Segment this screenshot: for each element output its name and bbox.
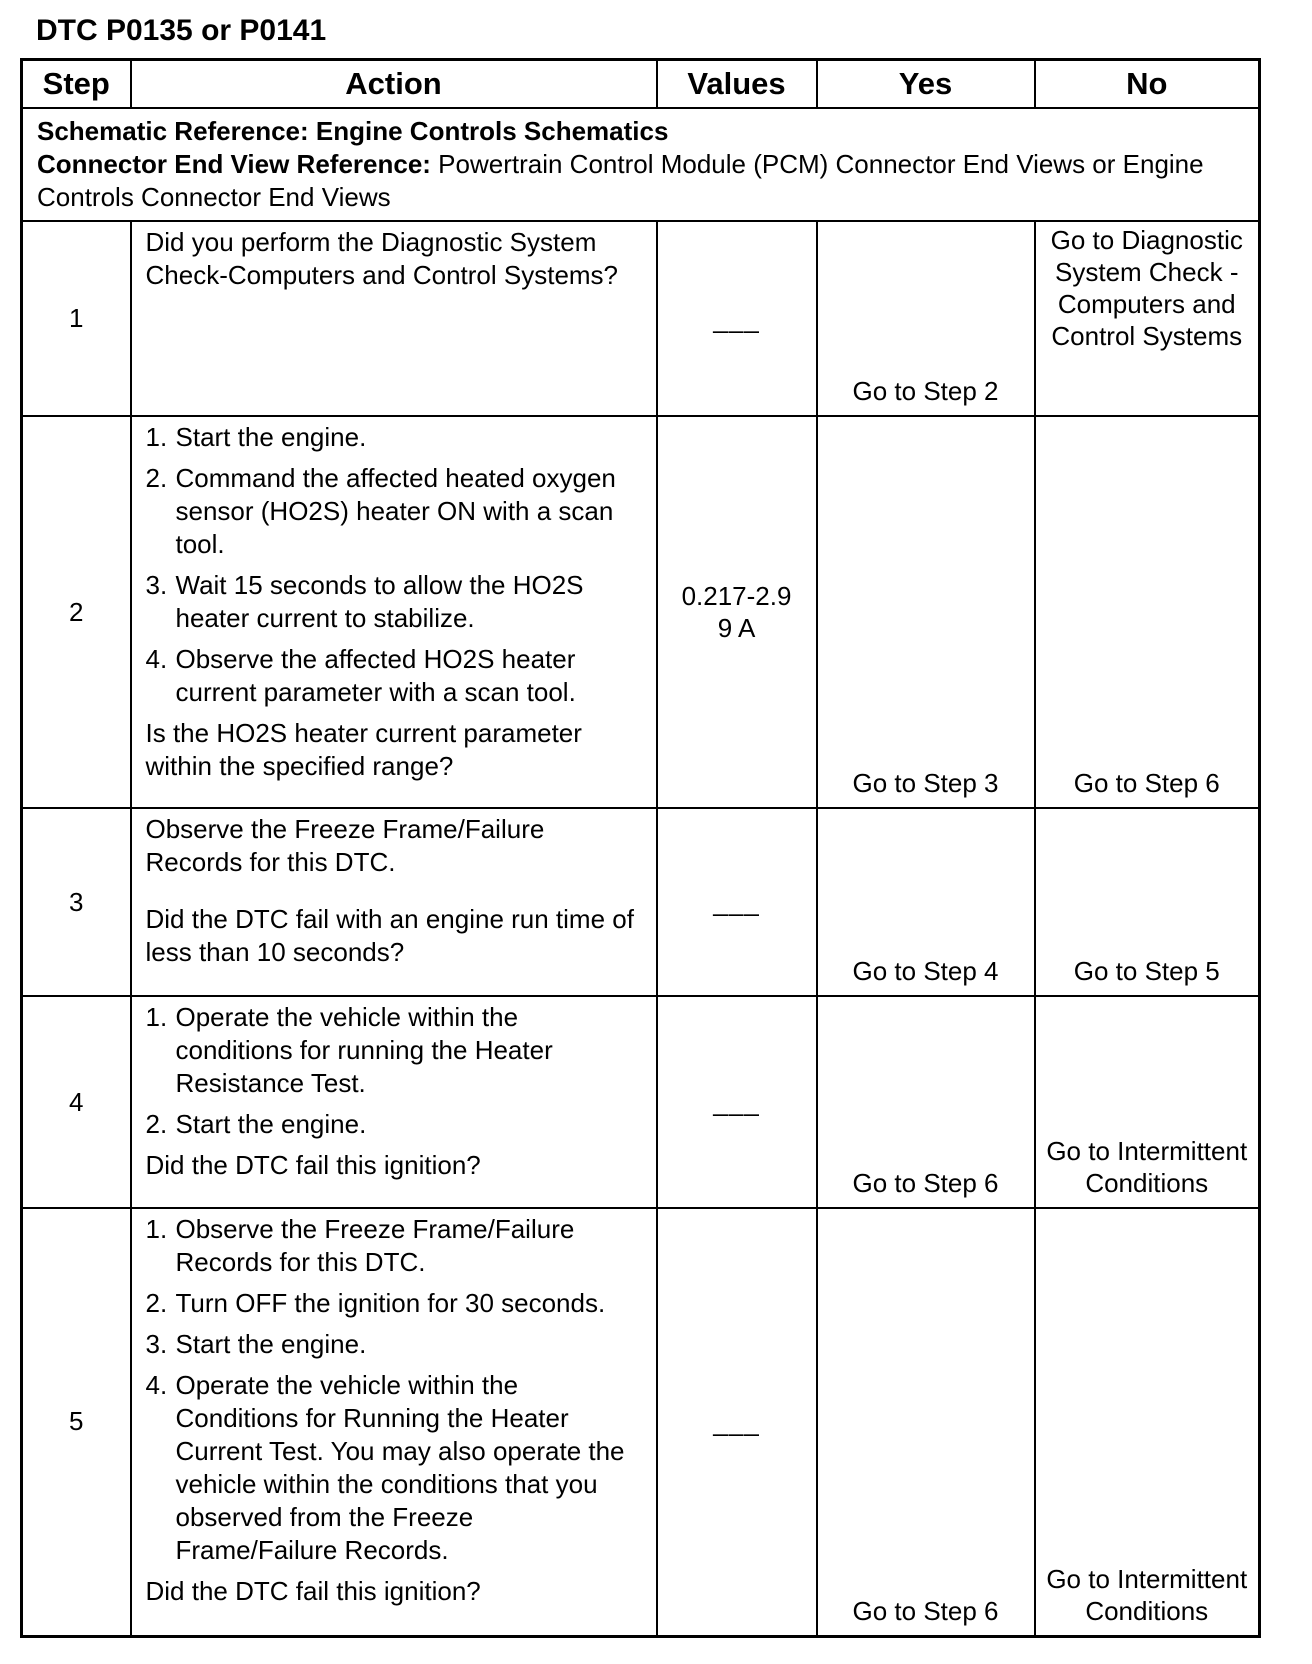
values-cell [657,808,817,996]
no-cell: Go to Intermittent Conditions [1035,1208,1260,1636]
values-cell [657,221,817,416]
list-item: 3. Start the engine. [145,1329,367,1359]
action-list [146,421,642,709]
step-number: 5 [22,1208,131,1636]
action-question: Did the DTC fail this ignition? [145,1576,481,1606]
yes-cell: Go to Step 3 [817,416,1035,808]
no-cell: Go to Step 5 [1035,808,1260,996]
action-cell [131,1208,657,1636]
action-question: Is the HO2S heater current parameter within the specified range? [145,718,582,781]
step-number: 3 [22,808,131,996]
no-cell: Go to Intermittent Conditions [1035,996,1260,1208]
values-cell [657,416,817,808]
connector-reference-label: Connector End View Reference: [37,149,431,179]
list-item: 2. Turn OFF the ignition for 30 seconds. [145,1288,606,1318]
yes-cell: Go to Step 6 [817,1208,1035,1636]
values-cell [657,1208,817,1636]
list-item: 2. Start the engine. [145,1109,367,1139]
header-action: Action [131,60,657,109]
action-question: Did the DTC fail with an engine run time of less than 10 seconds? [145,904,634,967]
list-item: 1. Operate the vehicle within the conditions for running the Heater Resistance Test. [145,1002,553,1098]
values-text: ___ [713,887,760,917]
action-list [146,1213,642,1567]
step-number: 4 [22,996,131,1208]
values-text: ___ [713,303,760,334]
reference-cell [22,108,1260,221]
step-number: 2 [22,416,131,808]
action-cell [131,808,657,996]
yes-cell: Go to Step 2 [817,221,1035,416]
action-cell [131,221,657,416]
page-title: DTC P0135 or P0141 [36,14,327,47]
action-text: Observe the Freeze Frame/Failure Records for this DTC. [145,814,545,877]
no-cell: Go to Diagnostic System Check - Computers and Control Systems [1035,221,1260,416]
no-cell: Go to Step 6 [1035,416,1260,808]
table-row [22,996,1260,1208]
list-item: 4. Observe the affected HO2S heater current parameter with a scan tool. [145,644,576,707]
list-item: 4. Operate the vehicle within the Conditions for Running the Heater Current Test. You may also operate the vehicle within the conditions that you observed from the Freeze Frame/Failure Records. [145,1370,625,1565]
header-row [22,60,1260,109]
step-number: 1 [22,221,131,416]
yes-cell: Go to Step 4 [817,808,1035,996]
action-cell [131,996,657,1208]
table-row [22,221,1260,416]
diagnostic-table [20,58,1261,1638]
list-item: 2. Command the affected heated oxygen sensor (HO2S) heater ON with a scan tool. [145,463,616,559]
table-row [22,416,1260,808]
action-list [146,1001,642,1141]
yes-cell: Go to Step 6 [817,996,1035,1208]
values-text: ___ [713,1087,760,1117]
action-question: Did the DTC fail this ignition? [145,1150,481,1180]
header-step: Step [22,60,131,109]
list-item: 3. Wait 15 seconds to allow the HO2S heater current to stabilize. [145,570,584,633]
values-text: ___ [713,1406,760,1437]
action-text: Did you perform the Diagnostic System Check-Computers and Control Systems? [145,227,619,290]
connector-reference-text: Powertrain Control Module (PCM) Connector End Views or Engine Controls Connector End Views [37,149,1204,212]
list-item: 1. Observe the Freeze Frame/Failure Records for this DTC. [145,1214,575,1277]
header-values: Values [657,60,817,109]
values-text: 0.217-2.9 9 A [681,581,792,643]
schematic-reference: Schematic Reference: Engine Controls Schematics [37,116,669,146]
table-row [22,1208,1260,1636]
header-no: No [1035,60,1260,109]
header-yes: Yes [817,60,1035,109]
reference-row [22,108,1260,221]
action-cell [131,416,657,808]
table-row [22,808,1260,996]
values-cell [657,996,817,1208]
list-item: 1. Start the engine. [145,422,367,452]
